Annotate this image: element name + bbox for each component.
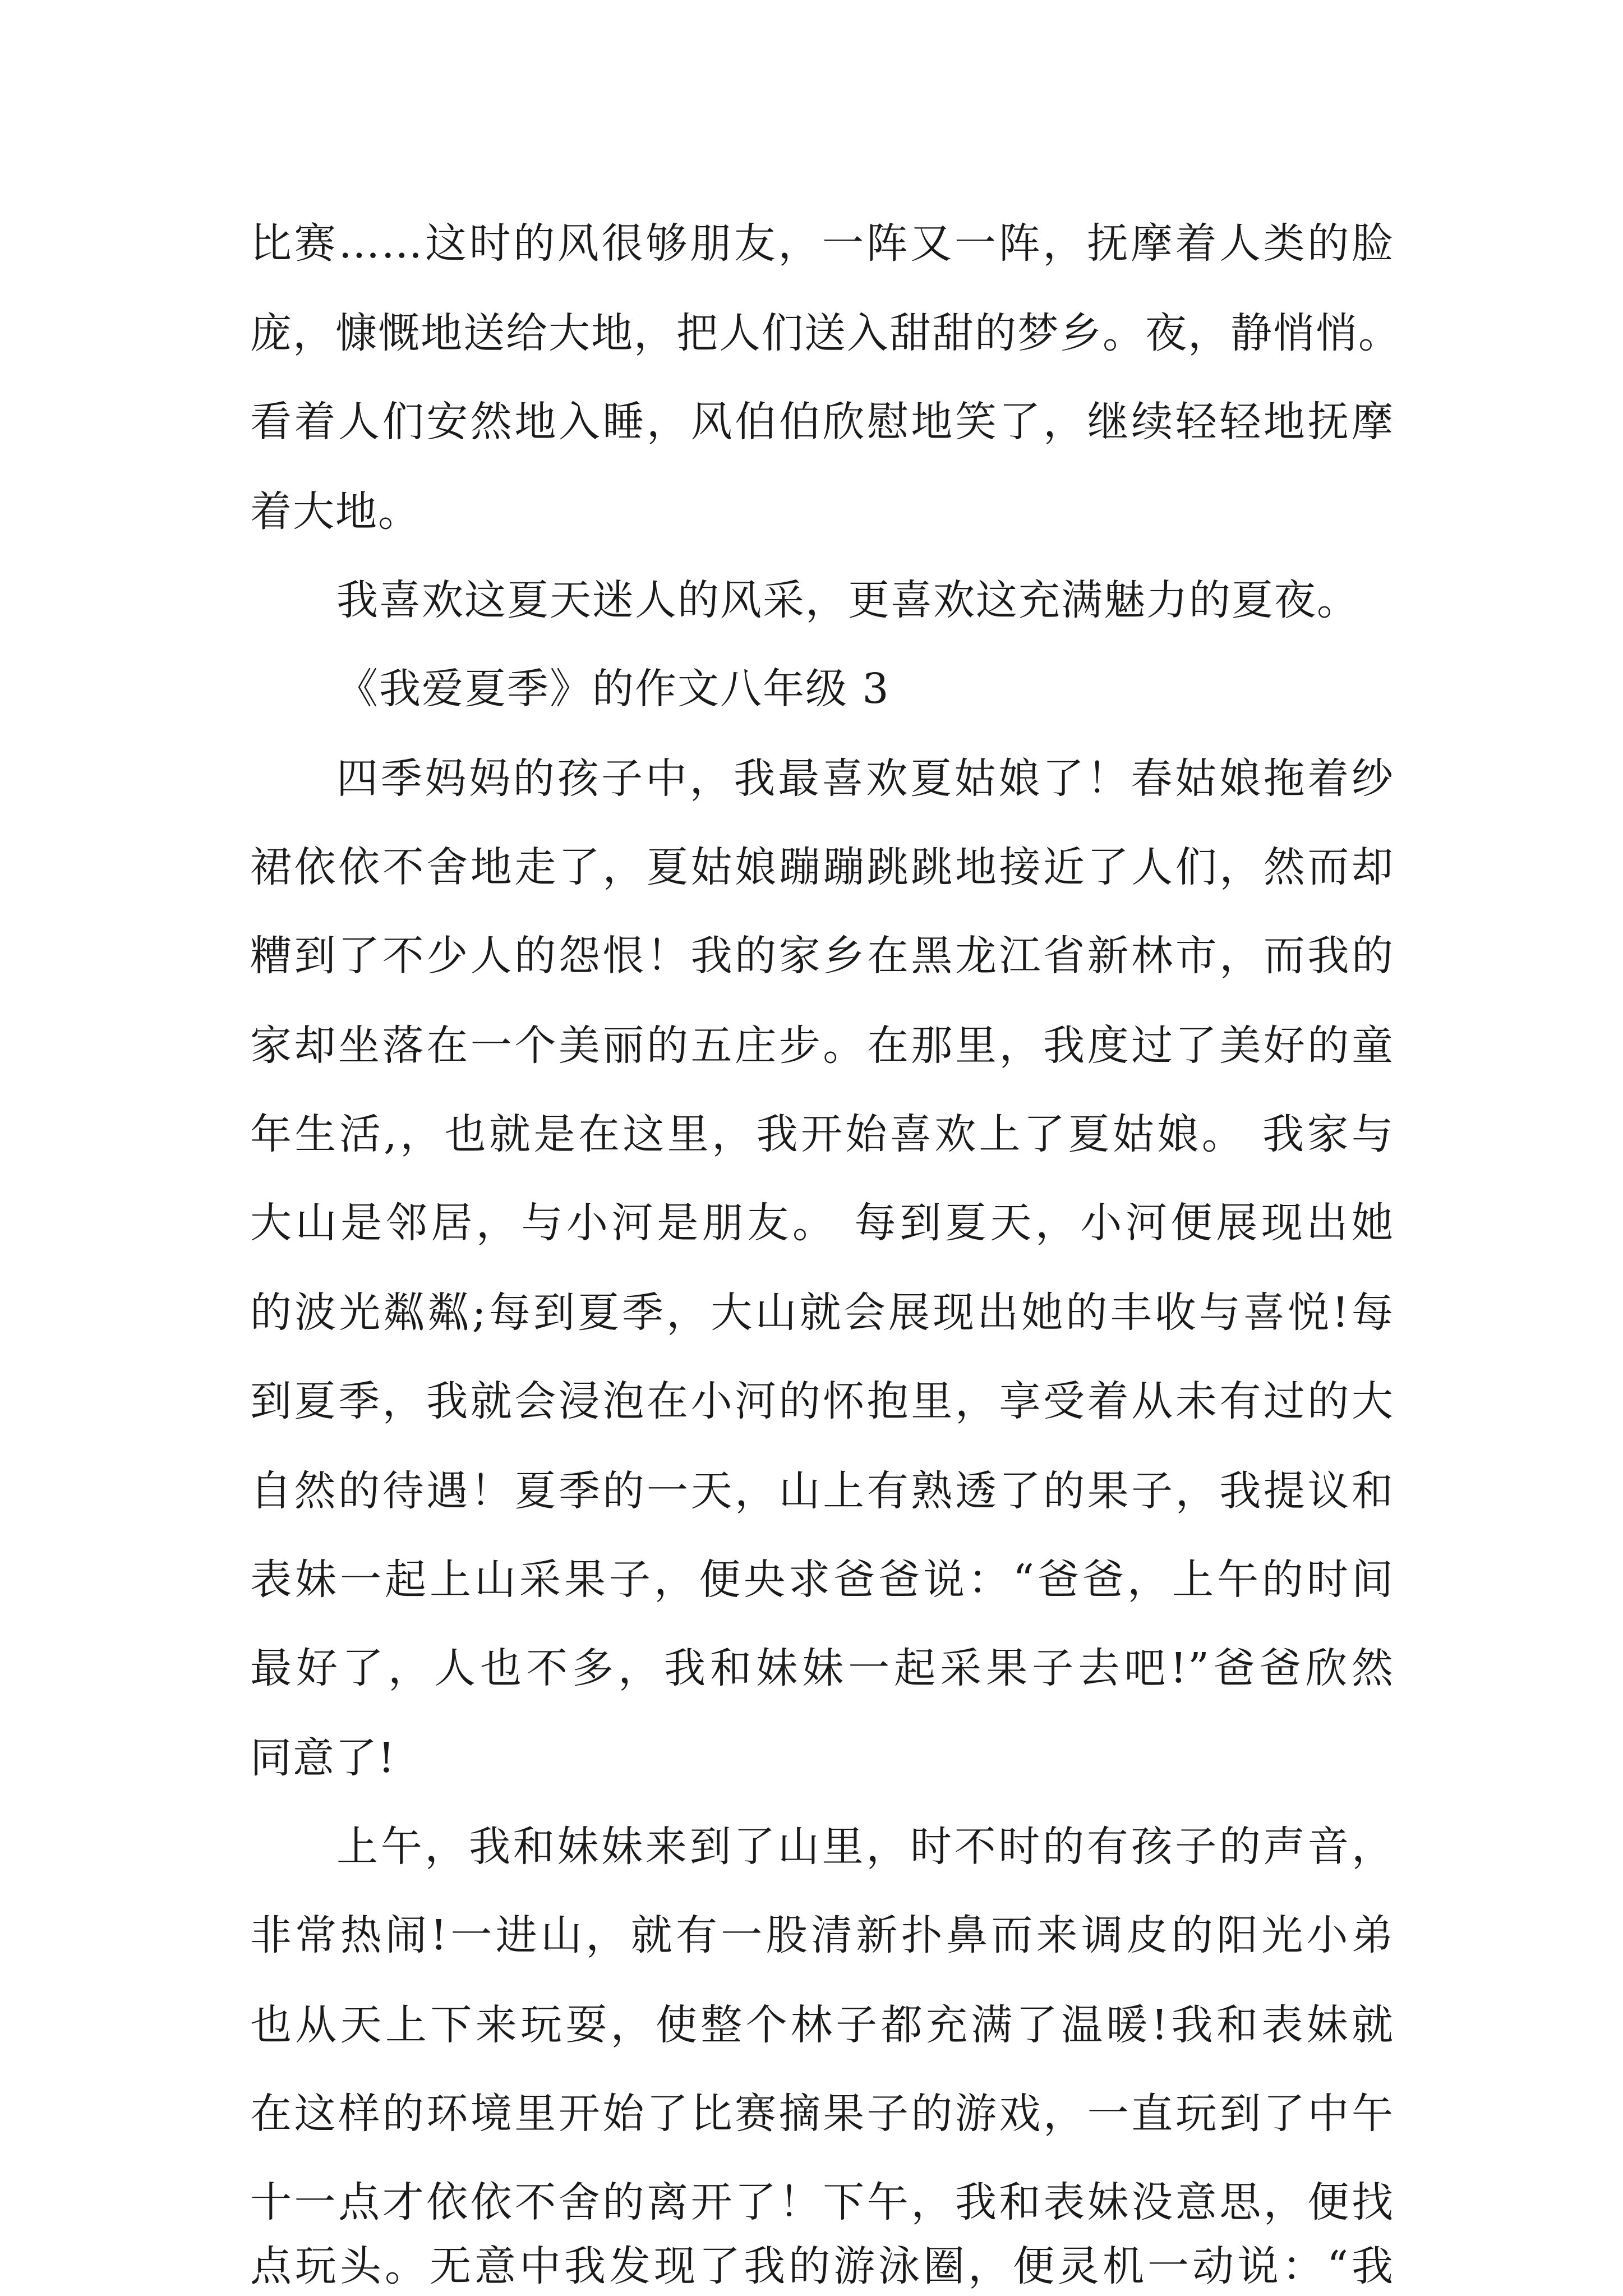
text-line: 庞，慷慨地送给大地，把人们送入甜甜的梦乡。夜，静悄悄。 bbox=[250, 309, 1401, 357]
text-line: 非常热闹!一进山，就有一股清新扑鼻而来调皮的阳光小弟 bbox=[250, 1911, 1394, 1959]
text-line: 在这样的环境里开始了比赛摘果子的游戏，一直玩到了中午 bbox=[250, 2090, 1394, 2138]
text-line: 看着人们安然地入睡，风伯伯欣慰地笑了，继续轻轻地抚摩 bbox=[250, 398, 1394, 446]
text-line: 比赛……这时的风很够朋友，一阵又一阵，抚摩着人类的脸 bbox=[250, 219, 1394, 268]
text-line: 糟到了不少人的怨恨！我的家乡在黑龙江省新林市，而我的 bbox=[250, 932, 1394, 980]
text-line: 我喜欢这夏天迷人的风采，更喜欢这充满魅力的夏夜。 bbox=[336, 576, 1359, 624]
text-line: 到夏季，我就会浸泡在小河的怀抱里，享受着从未有过的大 bbox=[250, 1377, 1394, 1425]
text-line: 点玩头。无意中我发现了我的游泳圈，便灵机一动说：“我 bbox=[250, 2242, 1394, 2290]
text-line: 自然的待遇！夏季的一天，山上有熟透了的果子，我提议和 bbox=[250, 1467, 1394, 1515]
text-line: 十一点才依依不舍的离开了！下午，我和表妹没意思，便找 bbox=[250, 2178, 1394, 2226]
text-line: 着大地。 bbox=[250, 487, 421, 536]
text-line: 也从天上下来玩耍，使整个林子都充满了温暖!我和表妹就 bbox=[250, 2001, 1394, 2049]
text-line: 裙依依不舍地走了，夏姑娘蹦蹦跳跳地接近了人们，然而却 bbox=[250, 843, 1394, 891]
text-line: 表妹一起上山采果子，便央求爸爸说：“爸爸，上午的时间 bbox=[250, 1556, 1394, 1604]
text-line: 最好了，人也不多，我和妹妹一起采果子去吧!”爸爸欣然 bbox=[250, 1644, 1394, 1692]
text-line: 大山是邻居，与小河是朋友。 每到夏天，小河便展现出她 bbox=[250, 1199, 1394, 1247]
heading: 《我爱夏季》的作文八年级 3 bbox=[336, 665, 890, 713]
text-line: 的波光粼粼;每到夏季，大山就会展现出她的丰收与喜悦!每 bbox=[250, 1289, 1394, 1337]
text-line: 四季妈妈的孩子中，我最喜欢夏姑娘了！春姑娘拖着纱 bbox=[336, 754, 1394, 803]
text-line: 上午，我和妹妹来到了山里，时不时的有孩子的声音， bbox=[336, 1823, 1394, 1871]
text-line: 年生活,，也就是在这里，我开始喜欢上了夏姑娘。 我家与 bbox=[250, 1110, 1394, 1158]
text-line: 同意了! bbox=[250, 1734, 396, 1782]
text-line: 家却坐落在一个美丽的五庄步。在那里，我度过了美好的童 bbox=[250, 1022, 1394, 1070]
